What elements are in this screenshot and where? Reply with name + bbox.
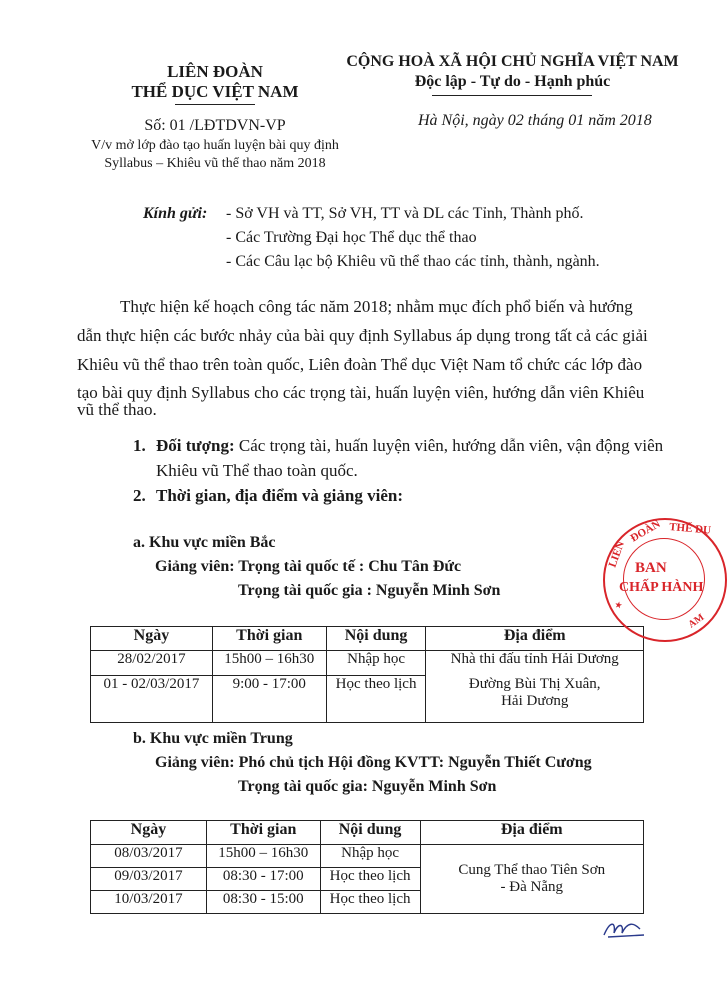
region-a-table bbox=[90, 626, 644, 723]
column-header: Ngày bbox=[91, 627, 213, 651]
table-cell: 08:30 - 15:00 bbox=[206, 891, 320, 914]
recipient-item: - Các Câu lạc bộ Khiêu vũ thể thao các tỉnh, thành, ngành. bbox=[226, 253, 600, 270]
section-2-label: Thời gian, địa điểm và giảng viên: bbox=[156, 486, 403, 505]
column-header: Ngày bbox=[91, 821, 207, 845]
table-cell: Nhập học bbox=[326, 651, 426, 676]
section-1-text-cont: Khiêu vũ Thể thao toàn quốc. bbox=[156, 461, 358, 480]
country-name: CỘNG HOÀ XÃ HỘI CHỦ NGHĨA VIỆT NAM bbox=[346, 53, 679, 70]
subject-line2: Syllabus – Khiêu vũ thể thao năm 2018 bbox=[104, 156, 326, 171]
table-cell: 9:00 - 17:00 bbox=[212, 676, 326, 723]
motto: Độc lập - Tự do - Hạnh phúc bbox=[414, 73, 611, 90]
recipient-item: - Sở VH và TT, Sở VH, TT và DL các Tỉnh, Thành phố. bbox=[226, 205, 584, 222]
svg-text:THỂ DỤ: THỂ DỤ bbox=[668, 521, 712, 537]
region-b-lecturer2: Trọng tài quốc gia: Nguyễn Minh Sơn bbox=[238, 778, 497, 795]
column-header: Nội dung bbox=[320, 821, 420, 845]
section-1-text: Các trọng tài, huấn luyện viên, hướng dẫn viên, vận động viên bbox=[234, 436, 664, 455]
table-row bbox=[91, 845, 644, 868]
stamp-ring-text-icon bbox=[605, 520, 725, 640]
svg-text:★: ★ bbox=[612, 599, 625, 611]
table-header-row bbox=[91, 627, 644, 651]
table-cell: Học theo lịch bbox=[320, 868, 420, 891]
org-name-line1: LIÊN ĐOÀN bbox=[167, 62, 263, 81]
intro-line: Thực hiện kế hoạch công tác năm 2018; nhằm mục đích phổ biến và hướng bbox=[120, 297, 633, 316]
motto-underline bbox=[432, 95, 592, 96]
recipients-label: Kính gửi: bbox=[143, 205, 208, 222]
column-header: Nội dung bbox=[326, 627, 426, 651]
region-b-label: b. Khu vực miền Trung bbox=[133, 730, 293, 747]
column-header: Thời gian bbox=[206, 821, 320, 845]
table-cell: 15h00 – 16h30 bbox=[212, 651, 326, 676]
table-cell: 10/03/2017 bbox=[91, 891, 207, 914]
table-cell-venue bbox=[420, 845, 644, 914]
stamp-line1: BAN bbox=[635, 560, 667, 576]
intro-line: Khiêu vũ thể thao trên toàn quốc, Liên đoàn Thể dục Việt Nam tổ chức các lớp đào bbox=[77, 355, 643, 374]
venue-line: Đường Bùi Thị Xuân, bbox=[468, 675, 601, 692]
intro-line: dẫn thực hiện các bước nhảy của bài quy định Syllabus áp dụng trong tất cả các giải bbox=[77, 326, 648, 345]
recipient-item: - Các Trường Đại học Thể dục thể thao bbox=[226, 229, 477, 246]
table-row bbox=[91, 651, 644, 676]
document-date: Hà Nội, ngày 02 tháng 01 năm 2018 bbox=[418, 112, 652, 129]
stamp-line2: CHẤP HÀNH bbox=[619, 580, 704, 595]
table-cell: 08:30 - 17:00 bbox=[206, 868, 320, 891]
intro-line: tạo bài quy định Syllabus cho các trọng tài, huấn luyện viên, hướng dẫn viên Khiêu bbox=[77, 383, 645, 402]
initials-signature-icon bbox=[600, 915, 650, 943]
table-cell: Học theo lịch bbox=[326, 676, 426, 723]
region-b-table bbox=[90, 820, 644, 914]
table-cell: 01 - 02/03/2017 bbox=[91, 676, 213, 723]
section-2 bbox=[133, 486, 403, 506]
section-1-number: 1. bbox=[133, 436, 146, 455]
org-name-line2: THỂ DỤC VIỆT NAM bbox=[131, 82, 299, 101]
table-cell: Học theo lịch bbox=[320, 891, 420, 914]
org-underline bbox=[175, 104, 255, 105]
table-cell: 09/03/2017 bbox=[91, 868, 207, 891]
region-a-label: a. Khu vực miền Bắc bbox=[133, 534, 276, 551]
column-header: Địa điểm bbox=[426, 627, 644, 651]
column-header: Địa điểm bbox=[420, 821, 644, 845]
svg-text:AM: AM bbox=[686, 611, 707, 631]
section-1-label: Đối tượng: bbox=[156, 436, 235, 455]
section-1 bbox=[133, 436, 663, 456]
table-cell-venue bbox=[426, 676, 644, 723]
official-stamp bbox=[603, 518, 727, 642]
region-a-lecturer2: Trọng tài quốc gia : Nguyễn Minh Sơn bbox=[238, 582, 501, 599]
table-cell: 28/02/2017 bbox=[91, 651, 213, 676]
table-cell: 15h00 – 16h30 bbox=[206, 845, 320, 868]
table-row bbox=[91, 676, 644, 723]
svg-text:ĐOÀN: ĐOÀN bbox=[628, 518, 663, 545]
svg-text:LIÊN: LIÊN bbox=[606, 539, 628, 570]
document-number: Số: 01 /LĐTDVN-VP bbox=[144, 117, 286, 134]
subject-line1: V/v mở lớp đào tạo huấn luyện bài quy định bbox=[91, 138, 339, 153]
venue-line: Cung Thể thao Tiên Sơn bbox=[458, 862, 606, 878]
intro-line: vũ thể thao. bbox=[77, 400, 157, 419]
region-b-lecturer1: Giảng viên: Phó chủ tịch Hội đồng KVTT: Nguyễn Thiết Cương bbox=[155, 754, 592, 771]
column-header: Thời gian bbox=[212, 627, 326, 651]
region-a-lecturer1: Giảng viên: Trọng tài quốc tế : Chu Tân Đức bbox=[155, 558, 462, 575]
table-cell: Nhập học bbox=[320, 845, 420, 868]
venue-line: - Đà Nẵng bbox=[500, 879, 563, 895]
section-2-number: 2. bbox=[133, 486, 146, 505]
table-cell: Nhà thi đấu tỉnh Hải Dương bbox=[426, 651, 644, 676]
table-cell: 08/03/2017 bbox=[91, 845, 207, 868]
venue-line: Hải Dương bbox=[501, 692, 569, 709]
table-header-row bbox=[91, 821, 644, 845]
